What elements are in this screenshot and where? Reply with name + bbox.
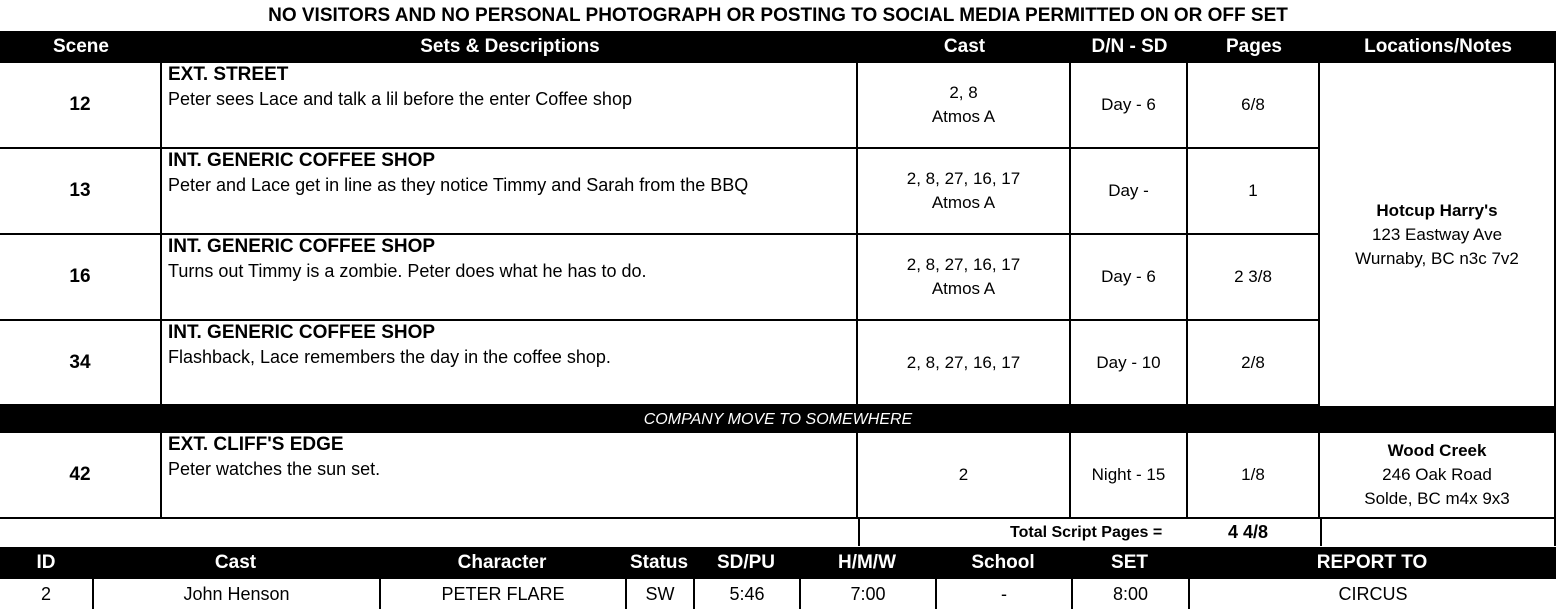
scene-description	[162, 321, 858, 404]
cast-ids: 2, 8	[949, 83, 978, 102]
scene-cast	[858, 433, 1071, 517]
cast-id: 2	[40, 583, 51, 604]
scene-daynight: Day -	[1071, 149, 1188, 233]
scene-number: 13	[0, 149, 162, 233]
cast-report: CIRCUS	[1188, 579, 1556, 609]
header-character: Character	[457, 552, 547, 573]
header-dn: D/N - SD	[1091, 36, 1168, 57]
header-cast: Cast	[943, 36, 986, 57]
schedule-header-row	[0, 31, 1556, 63]
scene-number: 42	[0, 433, 162, 517]
header-status: Status	[629, 552, 689, 573]
total-blank-cell	[1320, 519, 1556, 546]
header-report: REPORT TO	[1316, 552, 1428, 573]
set-name: INT. GENERIC COFFEE SHOP	[168, 236, 436, 257]
scene-number: 12	[0, 63, 162, 147]
header-school: School	[971, 552, 1035, 573]
total-value: 4 4/8	[1228, 522, 1269, 542]
scene-cast	[858, 321, 1071, 404]
location-cell	[1320, 433, 1554, 517]
description-text: Peter and Lace get in line as they notice Timmy and Sarah from the BBQ	[168, 175, 749, 195]
no-visitors-notice: NO VISITORS AND NO PERSONAL PHOTOGRAPH OR POSTING TO SOCIAL MEDIA PERMITTED ON OR OFF SET	[268, 4, 1288, 26]
set-name: INT. GENERIC COFFEE SHOP	[168, 150, 436, 171]
cast-status: SW	[625, 579, 693, 609]
header-pages: Pages	[1226, 36, 1282, 57]
scene-description	[162, 63, 858, 147]
header-sets: Sets & Descriptions	[420, 36, 600, 57]
cast-name: John Henson	[92, 579, 379, 609]
cast-extra: Atmos A	[931, 193, 996, 212]
description-text: Peter watches the sun set.	[168, 459, 381, 479]
location-city: Solde, BC m4x 9x3	[1364, 489, 1510, 508]
scene-row	[0, 433, 1556, 519]
header-id: ID	[36, 552, 56, 573]
set-name: EXT. CLIFF'S EDGE	[168, 434, 344, 455]
cast-hmw: 7:00	[799, 579, 935, 609]
cast-character: PETER FLARE	[379, 579, 625, 609]
description-text: Turns out Timmy is a zombie. Peter does what he has to do.	[168, 261, 647, 281]
scene-daynight: Night - 15	[1071, 433, 1188, 517]
scene-number: 34	[0, 321, 162, 404]
scene-number: 16	[0, 235, 162, 319]
scene-daynight: Day - 10	[1071, 321, 1188, 404]
location-address: 123 Eastway Ave	[1371, 224, 1503, 244]
scene-cast	[858, 63, 1071, 147]
scene-pages: 2/8	[1188, 321, 1320, 404]
scene-daynight: Day - 6	[1071, 63, 1188, 147]
cast-extra: Atmos A	[931, 279, 996, 298]
header-sdpu: SD/PU	[716, 552, 776, 573]
location-address: 246 Oak Road	[1382, 465, 1492, 484]
scene-pages: 1	[1188, 149, 1320, 233]
cast-header-row	[0, 547, 1556, 579]
company-move-banner: COMPANY MOVE TO SOMEWHERE	[0, 406, 1556, 433]
set-name: INT. GENERIC COFFEE SHOP	[168, 322, 436, 343]
set-name: EXT. STREET	[168, 64, 289, 85]
header-scene: Scene	[53, 36, 109, 57]
scene-pages: 6/8	[1188, 63, 1320, 147]
header-locations: Locations/Notes	[1364, 36, 1512, 57]
scene-description	[162, 149, 858, 233]
total-pages-row	[0, 519, 1556, 546]
cast-ids: 2	[958, 465, 969, 484]
scene-cast	[858, 235, 1071, 319]
scene-description	[162, 235, 858, 319]
header-hmw: H/M/W	[837, 552, 897, 573]
cast-sdpu: 5:46	[693, 579, 799, 609]
location-city: Wurnaby, BC n3c 7v2	[1355, 248, 1519, 268]
location-cell	[1320, 63, 1556, 406]
location-name: Hotcup Harry's	[1376, 200, 1498, 220]
scene-description	[162, 433, 858, 517]
total-label: Total Script Pages =	[1010, 523, 1163, 541]
scene-pages: 1/8	[1188, 433, 1320, 517]
cast-extra: Atmos A	[931, 107, 996, 126]
scene-daynight: Day - 6	[1071, 235, 1188, 319]
location-name: Wood Creek	[1387, 441, 1487, 460]
cast-row	[0, 579, 1556, 609]
header-cast-name: Cast	[214, 552, 257, 573]
header-set: SET	[1111, 552, 1148, 573]
description-text: Flashback, Lace remembers the day in the coffee shop.	[168, 347, 611, 367]
description-text: Peter sees Lace and talk a lil before the enter Coffee shop	[168, 89, 632, 109]
cast-set: 8:00	[1071, 579, 1188, 609]
cast-ids: 2, 8, 27, 16, 17	[906, 169, 1021, 188]
cast-ids: 2, 8, 27, 16, 17	[906, 352, 1021, 372]
scene-pages: 2 3/8	[1188, 235, 1320, 319]
cast-ids: 2, 8, 27, 16, 17	[906, 255, 1021, 274]
scene-cast	[858, 149, 1071, 233]
cast-school: -	[935, 579, 1071, 609]
